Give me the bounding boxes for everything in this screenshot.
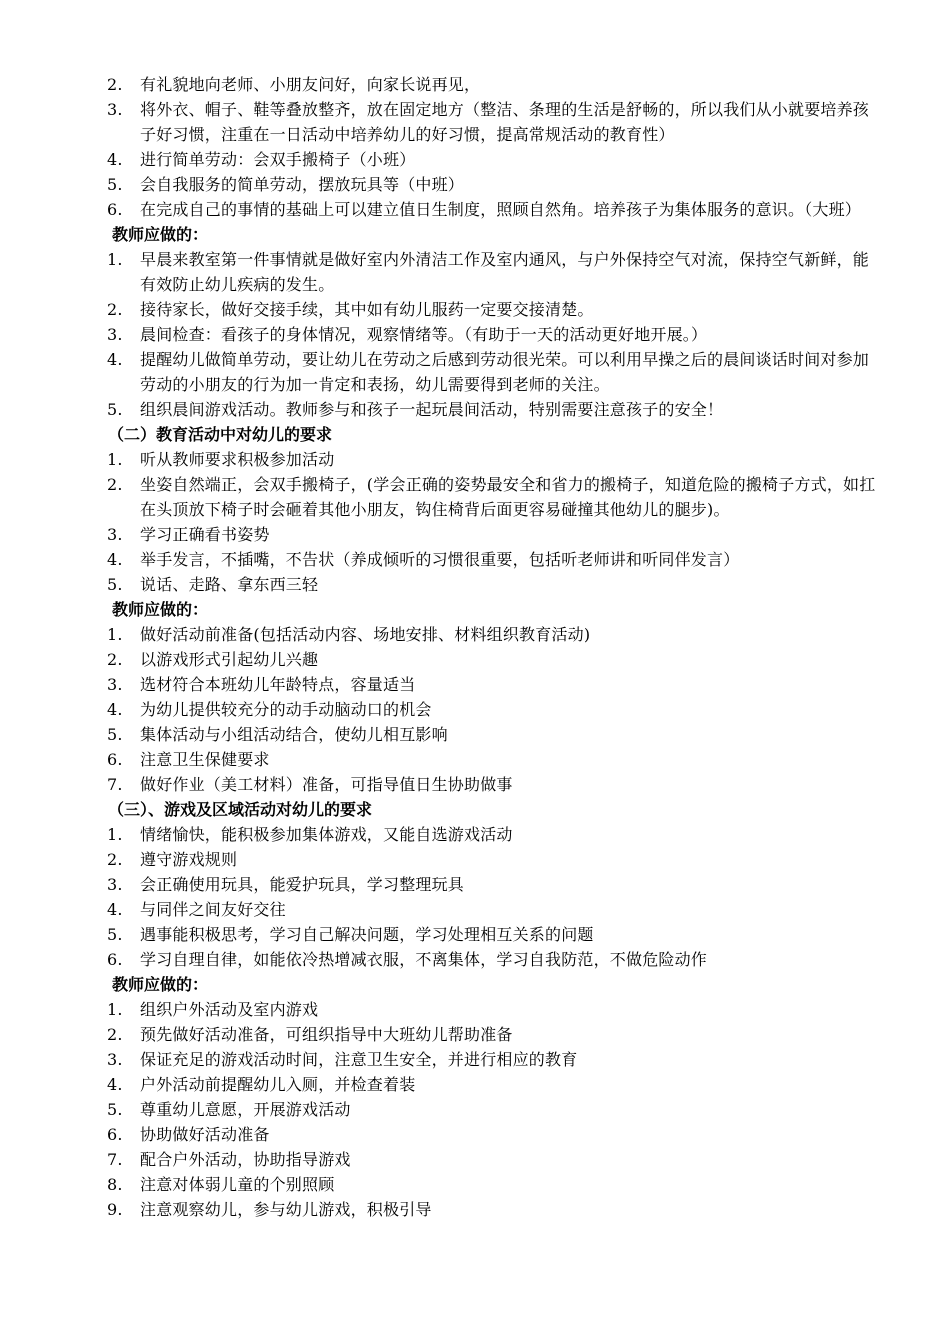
list-item bbox=[0, 397, 950, 422]
list-item-number: 3. bbox=[107, 1050, 123, 1069]
list-item-text: 进行简单劳动：会双手搬椅子（小班） bbox=[140, 150, 416, 169]
list-item-number: 5. bbox=[107, 1100, 123, 1119]
list-item-number: 5. bbox=[107, 575, 123, 594]
list-item-text: 尊重幼儿意愿，开展游戏活动 bbox=[140, 1100, 351, 1119]
list-item bbox=[0, 572, 950, 597]
list-item bbox=[0, 1047, 950, 1072]
list-item bbox=[0, 722, 950, 747]
list-item-text: 有礼貌地向老师、小朋友问好，向家长说再见， bbox=[140, 75, 481, 94]
list-item bbox=[0, 1147, 950, 1172]
list-item bbox=[0, 97, 950, 147]
list-item bbox=[0, 1197, 950, 1222]
list-item bbox=[0, 72, 950, 97]
list-item-text: 与同伴之间友好交往 bbox=[140, 900, 286, 919]
list-item-text: 晨间检查：看孩子的身体情况，观察情绪等。（有助于一天的活动更好地开展。） bbox=[140, 325, 708, 344]
list-item-number: 1. bbox=[107, 250, 123, 269]
list-item-number: 7. bbox=[107, 1150, 123, 1169]
list-item-number: 6. bbox=[107, 200, 123, 219]
list-item bbox=[0, 897, 950, 922]
list-item-text: 预先做好活动准备，可组织指导中大班幼儿帮助准备 bbox=[140, 1025, 513, 1044]
list-item bbox=[0, 1172, 950, 1197]
list-item-text: 保证充足的游戏活动时间，注意卫生安全，并进行相应的教育 bbox=[140, 1050, 578, 1069]
list-item-number: 8. bbox=[107, 1175, 123, 1194]
subheading: 教师应做的： bbox=[112, 225, 209, 244]
list-item-text: 接待家长，做好交接手续，其中如有幼儿服药一定要交接清楚。 bbox=[140, 300, 594, 319]
list-item-number: 4. bbox=[107, 350, 123, 369]
list-item bbox=[0, 147, 950, 172]
list-item bbox=[0, 347, 950, 397]
list-item-number: 6. bbox=[107, 750, 123, 769]
list-item-text: 协助做好活动准备 bbox=[140, 1125, 270, 1144]
list-item-number: 2. bbox=[107, 850, 123, 869]
list-item-text: 注意观察幼儿，参与幼儿游戏，积极引导 bbox=[140, 1200, 432, 1219]
list-item-text: 坐姿自然端正，会双手搬椅子，(学会正确的姿势最安全和省力的搬椅子，知道危险的搬椅子方式，如扛在头顶放下椅子时会砸着其他小朋友，钩住椅背后面更容易碰撞其他幼儿的腿步)。 bbox=[140, 475, 876, 519]
list-item bbox=[0, 622, 950, 647]
list-item-number: 2. bbox=[107, 1025, 123, 1044]
list-item bbox=[0, 197, 950, 222]
list-item bbox=[0, 172, 950, 197]
list-item bbox=[0, 522, 950, 547]
list-item-number: 4. bbox=[107, 700, 123, 719]
list-item-number: 5. bbox=[107, 400, 123, 419]
list-item bbox=[0, 547, 950, 572]
list-item-text: 说话、走路、拿东西三轻 bbox=[140, 575, 319, 594]
list-item bbox=[0, 447, 950, 472]
list-item-number: 4. bbox=[107, 550, 123, 569]
list-item-number: 2. bbox=[107, 475, 123, 494]
list-item-text: 会正确使用玩具，能爱护玩具，学习整理玩具 bbox=[140, 875, 465, 894]
list-item-text: 选材符合本班幼儿年龄特点，容量适当 bbox=[140, 675, 416, 694]
list-item-text: 遇事能积极思考，学习自己解决问题，学习处理相互关系的问题 bbox=[140, 925, 594, 944]
list-item bbox=[0, 247, 950, 297]
list-item bbox=[0, 297, 950, 322]
list-item-text: 注意卫生保健要求 bbox=[140, 750, 270, 769]
list-item-number: 3. bbox=[107, 675, 123, 694]
list-item bbox=[0, 922, 950, 947]
list-item-text: 注意对体弱儿童的个别照顾 bbox=[140, 1175, 335, 1194]
list-item-text: 集体活动与小组活动结合，使幼儿相互影响 bbox=[140, 725, 448, 744]
document-body bbox=[0, 72, 950, 1222]
list-item bbox=[0, 1022, 950, 1047]
list-item-number: 2. bbox=[107, 650, 123, 669]
list-item bbox=[0, 672, 950, 697]
list-item bbox=[0, 872, 950, 897]
list-item bbox=[0, 1097, 950, 1122]
list-item-number: 4. bbox=[107, 1075, 123, 1094]
subheading: 教师应做的： bbox=[112, 600, 209, 619]
list-item-text: 提醒幼儿做简单劳动，要让幼儿在劳动之后感到劳动很光荣。可以利用早操之后的晨间谈话时间对参加劳动的小朋友的行为加一肯定和表扬，幼儿需要得到老师的关注。 bbox=[140, 350, 870, 394]
list-item-text: 会自我服务的简单劳动，摆放玩具等（中班） bbox=[140, 175, 465, 194]
list-item-text: 遵守游戏规则 bbox=[140, 850, 238, 869]
list-item-number: 4. bbox=[107, 150, 123, 169]
list-item bbox=[0, 472, 950, 522]
list-item-number: 1. bbox=[107, 825, 123, 844]
list-item-text: 早晨来教室第一件事情就是做好室内外清洁工作及室内通风，与户外保持空气对流，保持空气新鲜，能有效防止幼儿疾病的发生。 bbox=[140, 250, 870, 294]
list-item-number: 6. bbox=[107, 1125, 123, 1144]
list-item-number: 2. bbox=[107, 75, 123, 94]
list-item bbox=[0, 322, 950, 347]
list-item-text: 学习正确看书姿势 bbox=[140, 525, 270, 544]
section-heading: （三）、游戏及区域活动对幼儿的要求 bbox=[108, 800, 373, 819]
list-item-number: 9. bbox=[107, 1200, 123, 1219]
list-item-number: 6. bbox=[107, 950, 123, 969]
list-item-text: 做好作业（美工材料）准备，可指导值日生协助做事 bbox=[140, 775, 513, 794]
list-item-number: 4. bbox=[107, 900, 123, 919]
list-item bbox=[0, 997, 950, 1022]
list-item bbox=[0, 697, 950, 722]
list-item bbox=[0, 647, 950, 672]
list-item bbox=[0, 947, 950, 972]
list-item bbox=[0, 747, 950, 772]
list-item-number: 5. bbox=[107, 175, 123, 194]
list-item bbox=[0, 847, 950, 872]
list-item-text: 户外活动前提醒幼儿入厕，并检查着装 bbox=[140, 1075, 416, 1094]
list-item-text: 举手发言，不插嘴，不告状（养成倾听的习惯很重要，包括听老师讲和听同伴发言） bbox=[140, 550, 740, 569]
list-item-number: 5. bbox=[107, 725, 123, 744]
list-item-number: 1. bbox=[107, 450, 123, 469]
list-item-number: 7. bbox=[107, 775, 123, 794]
list-item-text: 做好活动前准备(包括活动内容、场地安排、材料组织教育活动) bbox=[140, 625, 591, 644]
list-item-number: 1. bbox=[107, 1000, 123, 1019]
list-item bbox=[0, 1122, 950, 1147]
section-heading: （二）教育活动中对幼儿的要求 bbox=[108, 425, 333, 444]
list-item-number: 5. bbox=[107, 925, 123, 944]
list-item-text: 组织户外活动及室内游戏 bbox=[140, 1000, 319, 1019]
list-item-text: 以游戏形式引起幼儿兴趣 bbox=[140, 650, 319, 669]
list-item bbox=[0, 1072, 950, 1097]
list-item-text: 情绪愉快，能积极参加集体游戏，又能自选游戏活动 bbox=[140, 825, 513, 844]
list-item-text: 在完成自己的事情的基础上可以建立值日生制度，照顾自然角。培养孩子为集体服务的意识。（大班） bbox=[140, 200, 862, 219]
list-item-text: 听从教师要求积极参加活动 bbox=[140, 450, 335, 469]
list-item-text: 将外衣、帽子、鞋等叠放整齐，放在固定地方（整洁、条理的生活是舒畅的，所以我们从小就要培养孩子好习惯，注重在一日活动中培养幼儿的好习惯，提高常规活动的教育性） bbox=[140, 100, 870, 144]
list-item bbox=[0, 822, 950, 847]
list-item-text: 为幼儿提供较充分的动手动脑动口的机会 bbox=[140, 700, 432, 719]
list-item-number: 1. bbox=[107, 625, 123, 644]
list-item-number: 3. bbox=[107, 875, 123, 894]
list-item-number: 3. bbox=[107, 525, 123, 544]
subheading: 教师应做的： bbox=[112, 975, 209, 994]
list-item bbox=[0, 772, 950, 797]
list-item-text: 组织晨间游戏活动。教师参与和孩子一起玩晨间活动，特别需要注意孩子的安全！ bbox=[140, 400, 724, 419]
list-item-text: 配合户外活动，协助指导游戏 bbox=[140, 1150, 351, 1169]
list-item-text: 学习自理自律，如能依冷热增减衣服，不离集体，学习自我防范，不做危险动作 bbox=[140, 950, 708, 969]
list-item-number: 3. bbox=[107, 325, 123, 344]
list-item-number: 3. bbox=[107, 100, 123, 119]
list-item-number: 2. bbox=[107, 300, 123, 319]
